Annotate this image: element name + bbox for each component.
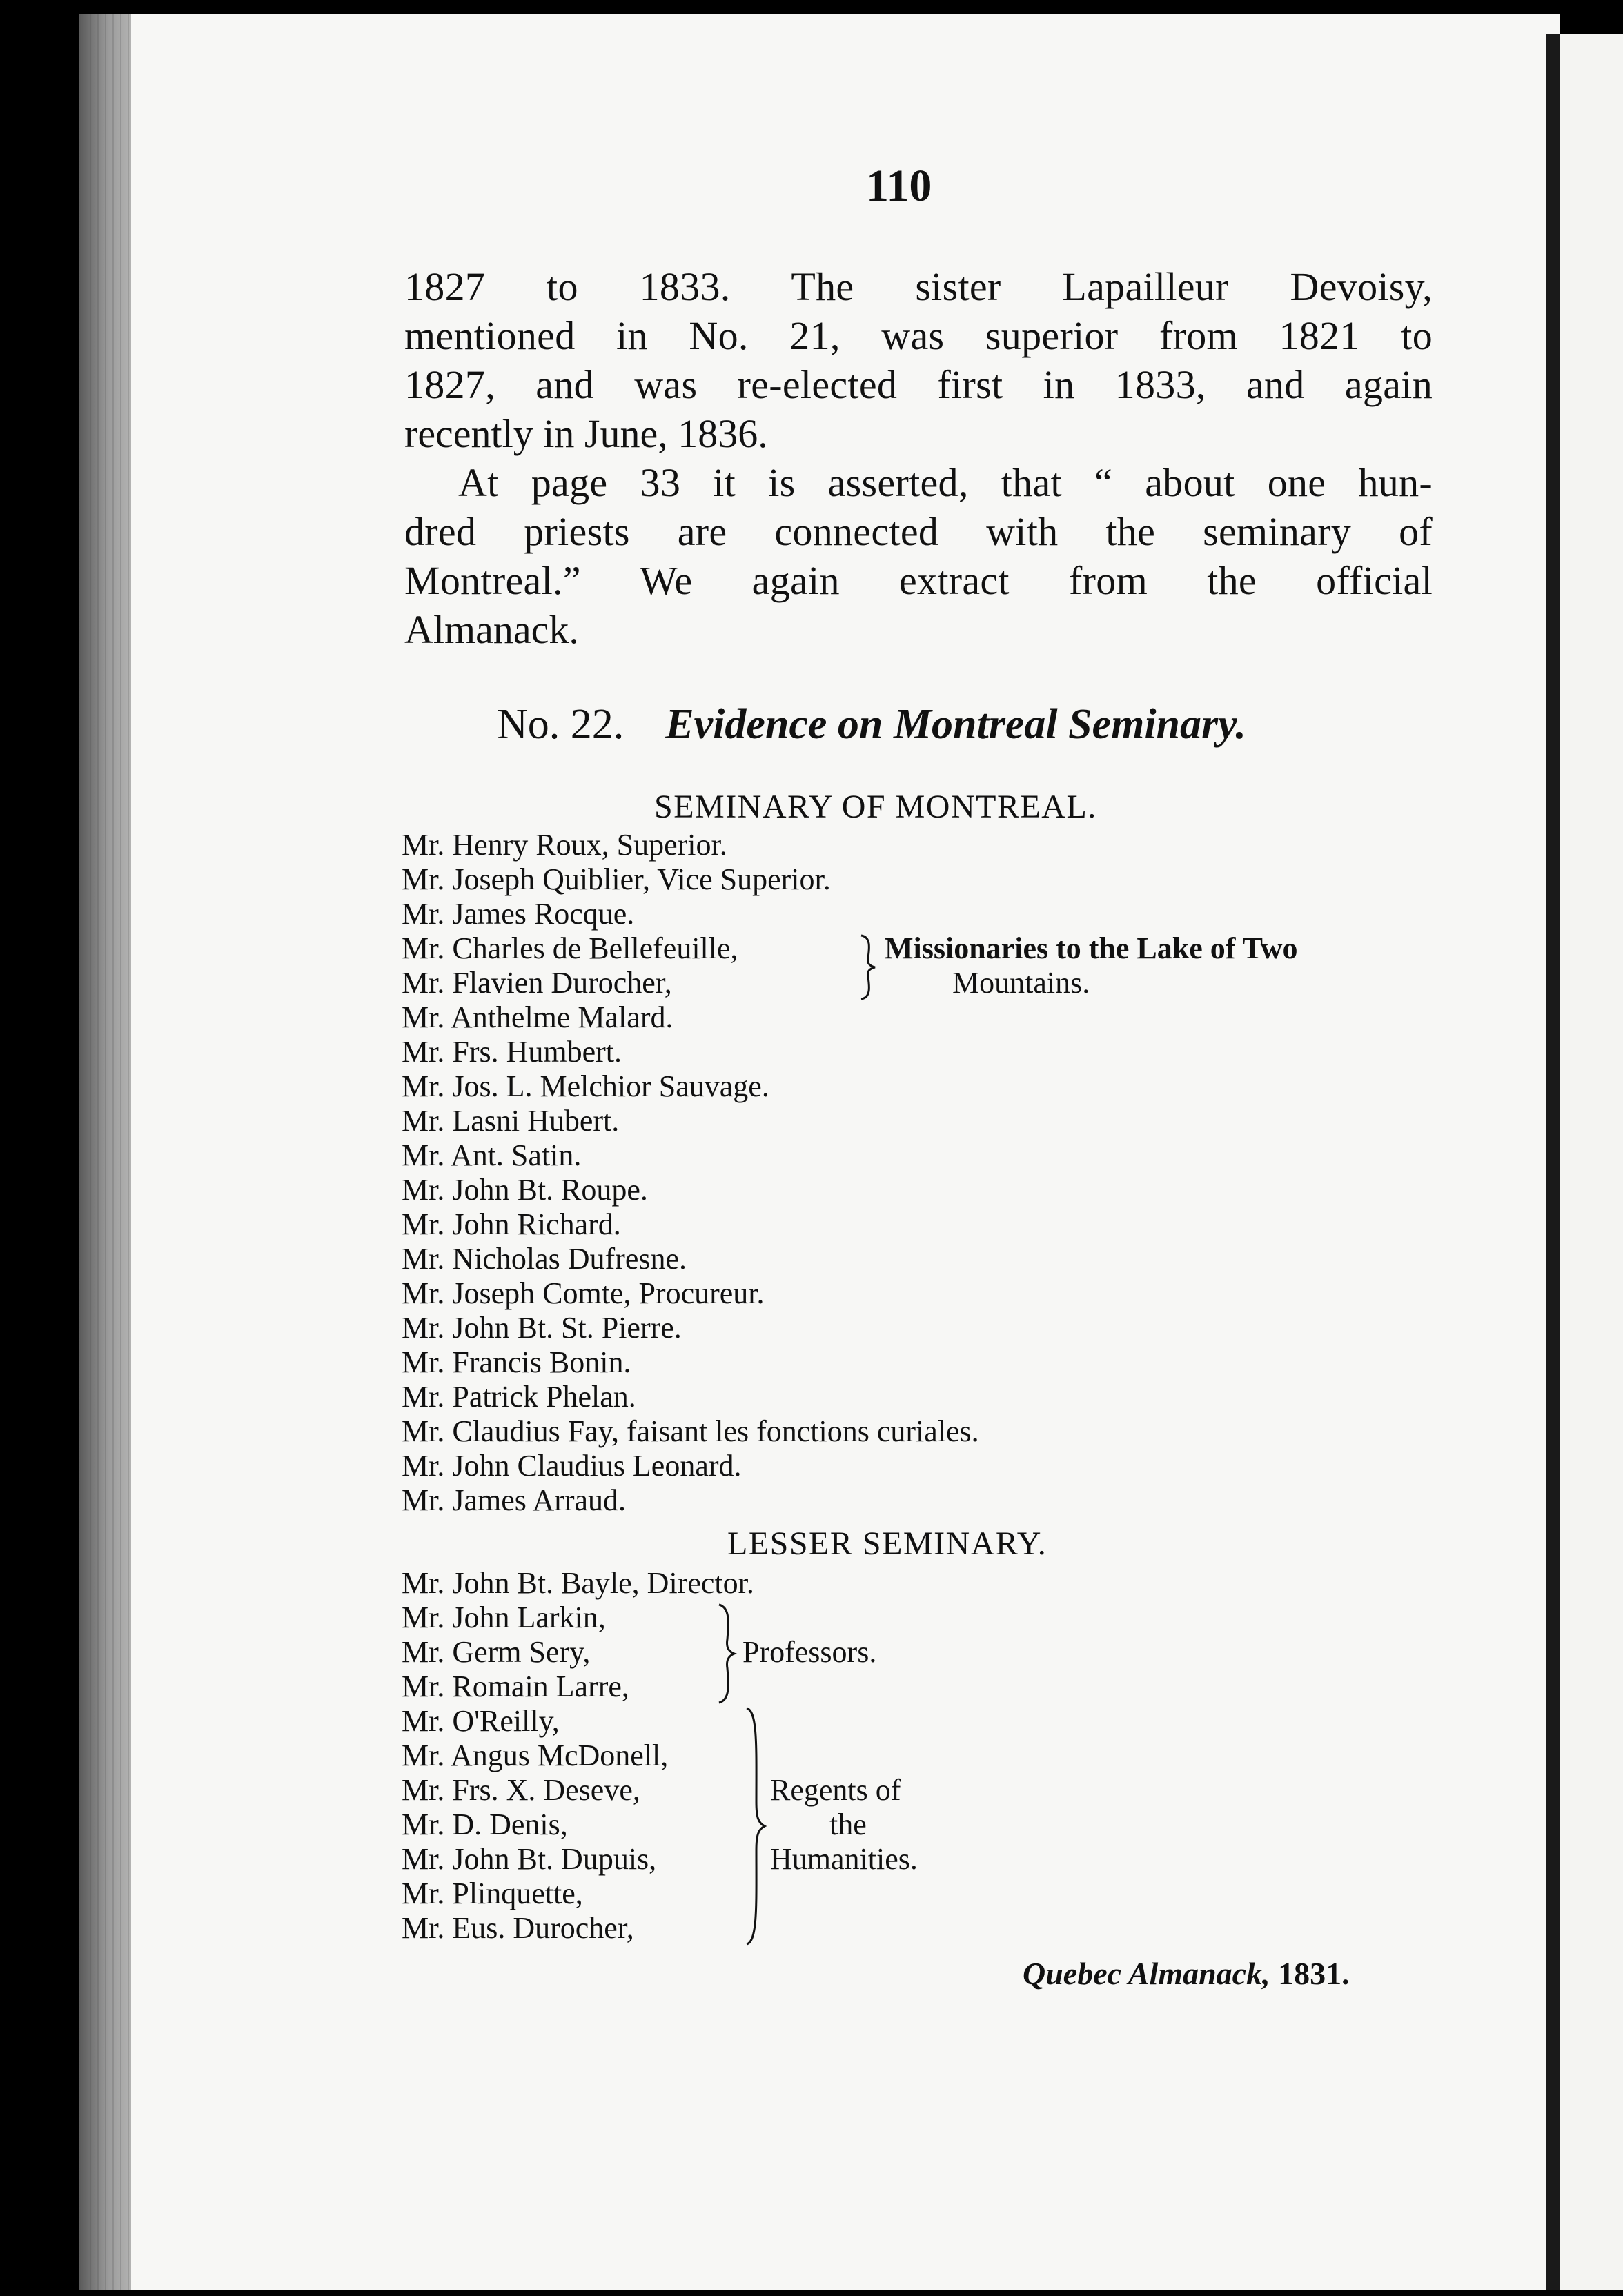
- heading-number: No. 22.: [497, 701, 624, 748]
- source-citation: [1023, 1955, 1350, 1992]
- heading-title: Evidence on Montreal Seminary.: [665, 701, 1246, 748]
- paragraph-line: 1827, and was re-elected first in 1833, and again: [404, 362, 1433, 407]
- member-row: Mr. Jos. L. Melchior Sauvage.: [402, 1069, 769, 1103]
- paragraph-line: Almanack.: [404, 607, 579, 652]
- source-year: 1831.: [1278, 1956, 1350, 1991]
- regents-label: Regents of: [770, 1773, 901, 1807]
- regent-row: Mr. D. Denis,: [402, 1808, 568, 1841]
- regent-row: Mr. Plinquette,: [402, 1877, 583, 1910]
- member-row: Mr. James Rocque.: [402, 897, 635, 931]
- professor-row: Mr. Romain Larre,: [402, 1670, 629, 1703]
- missionaries-note-continued: Mountains.: [952, 966, 1090, 1000]
- regents-label-continued: Humanities.: [770, 1842, 918, 1876]
- member-row: Mr. Henry Roux, Superior.: [402, 828, 727, 862]
- missionaries-note: Missionaries to the Lake of Two: [885, 931, 1298, 965]
- member-row: Mr. Joseph Quiblier, Vice Superior.: [402, 862, 831, 896]
- member-row: Mr. Ant. Satin.: [402, 1138, 582, 1172]
- paragraph-line: At page 33 it is asserted, that “ about one hun-: [458, 460, 1433, 505]
- member-row: Mr. Charles de Bellefeuille,: [402, 931, 738, 965]
- professors-label: Professors.: [742, 1635, 877, 1669]
- member-row: Mr. Lasni Hubert.: [402, 1104, 620, 1138]
- brace-icon: [738, 1705, 771, 1947]
- member-row: Mr. James Arraud.: [402, 1483, 627, 1517]
- paragraph-line: Montreal.” We again extract from the official: [404, 558, 1433, 603]
- paragraph-line: 1827 to 1833. The sister Lapailleur Devoisy,: [404, 264, 1433, 309]
- regent-row: Mr. Frs. X. Deseve,: [402, 1773, 640, 1807]
- member-row: Mr. John Claudius Leonard.: [402, 1449, 742, 1483]
- professor-row: Mr. Germ Sery,: [402, 1635, 591, 1669]
- member-row: Mr. John Bt. Roupe.: [402, 1173, 648, 1207]
- member-row: Mr. Joseph Comte, Procureur.: [402, 1276, 765, 1310]
- member-row: Mr. John Richard.: [402, 1207, 621, 1241]
- brace-icon: [854, 933, 882, 1002]
- lesser-seminary-title: LESSER SEMINARY.: [727, 1525, 1047, 1562]
- member-row: Mr. Nicholas Dufresne.: [402, 1242, 687, 1276]
- paragraph-line: recently in June, 1836.: [404, 411, 768, 456]
- next-page-edge: [1546, 34, 1561, 2290]
- paragraph-line: mentioned in No. 21, was superior from 1821 to: [404, 313, 1433, 358]
- next-page-strip: [1560, 34, 1623, 2290]
- seminary-title: SEMINARY OF MONTREAL.: [654, 789, 1097, 825]
- member-row: Mr. Frs. Humbert.: [402, 1035, 622, 1069]
- director-row: Mr. John Bt. Bayle, Director.: [402, 1566, 754, 1600]
- regent-row: Mr. John Bt. Dupuis,: [402, 1842, 657, 1876]
- page-number: 110: [866, 161, 932, 211]
- source-name: Quebec Almanack,: [1023, 1956, 1270, 1991]
- section-heading: [497, 700, 1246, 749]
- paragraph-line: dred priests are connected with the seminary of: [404, 509, 1433, 554]
- professor-row: Mr. John Larkin,: [402, 1601, 606, 1634]
- member-row: Mr. Francis Bonin.: [402, 1345, 631, 1379]
- regent-row: Mr. Angus McDonell,: [402, 1739, 669, 1772]
- brace-icon: [711, 1602, 741, 1705]
- regent-row: Mr. O'Reilly,: [402, 1704, 560, 1738]
- member-row: Mr. Claudius Fay, faisant les fonctions curiales.: [402, 1414, 979, 1448]
- member-row: Mr. Patrick Phelan.: [402, 1380, 636, 1414]
- member-row: Mr. John Bt. St. Pierre.: [402, 1311, 682, 1345]
- regents-label-continued: the: [829, 1808, 867, 1841]
- member-row: Mr. Flavien Durocher,: [402, 966, 672, 1000]
- member-row: Mr. Anthelme Malard.: [402, 1000, 673, 1034]
- regent-row: Mr. Eus. Durocher,: [402, 1911, 634, 1945]
